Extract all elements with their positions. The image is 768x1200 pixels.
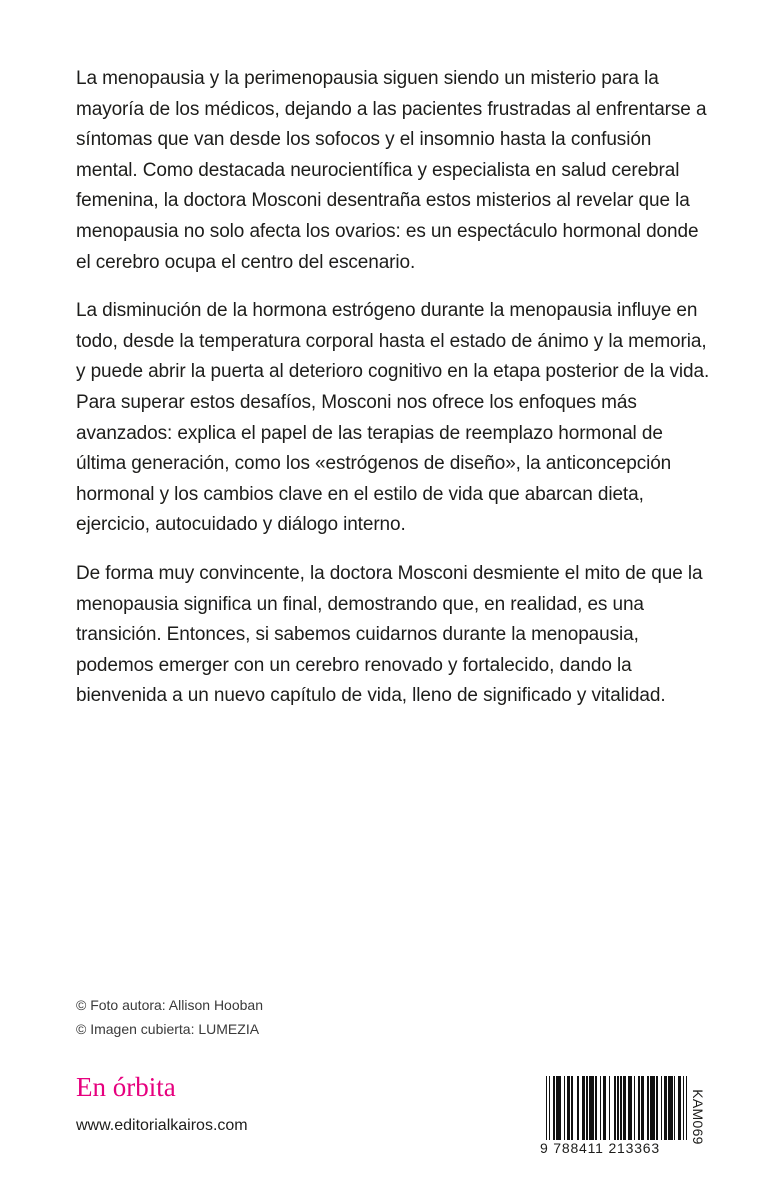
product-code [688, 1070, 708, 1164]
product-code-text: KAM069 [690, 1089, 706, 1145]
isbn-barcode [540, 1072, 690, 1164]
isbn-digits: 9 788411 213363 [540, 1140, 660, 1156]
back-cover-blurb [76, 64, 716, 730]
author-photo-credit: © Foto autora: Allison Hooban [76, 997, 263, 1013]
series-name: En órbita [76, 1072, 176, 1102]
cover-image-credit: © Imagen cubierta: LUMEZIA [76, 1021, 260, 1037]
blurb-paragraph-3: De forma muy convincente, la doctora Mosconi desmiente el mito de que la menopausia significa un final, demostrando que, en realidad, es una transición. Entonces, si sabemos cuidarnos durante la menopausia, podemos emerger con un cerebro renovado y fortalecido, dando la bienvenida a un nuevo capítulo de vida, lleno de significado y vitalidad. [76, 562, 703, 707]
image-credits [76, 993, 263, 1041]
barcode-bars [546, 1076, 688, 1140]
blurb-paragraph-1: La menopausia y la perimenopausia siguen siendo un misterio para la mayoría de los médicos, dejando a las pacientes frustradas al enfrentarse a síntomas que van desde los sofocos y el insomnio hasta la confusión mental. Como destacada neurocientífica y especialista en salud cerebral femenina, la doctora Mosconi desentraña estos misterios al revelar que la menopausia no solo afecta los ovarios: es un espectáculo hormonal donde el cerebro ocupa el centro del escenario. [76, 68, 707, 273]
publisher-website[interactable]: www.editorialkairos.com [76, 1117, 248, 1134]
blurb-paragraph-2: La disminución de la hormona estrógeno durante la menopausia influye en todo, desde la temperatura corporal hasta el estado de ánimo y la memoria, y puede abrir la puerta al deterioro cognitivo en la etapa posterior de la vida. Para superar estos desafíos, Mosconi nos ofrece los enfoques más avanzados: explica el papel de las terapias de reemplazo hormonal de última generación, como los «estrógenos de diseño», la anticoncepción hormonal y los cambios clave en el estilo de vida que abarcan dieta, ejercicio, autocuidado y diálogo interno. [76, 300, 710, 536]
